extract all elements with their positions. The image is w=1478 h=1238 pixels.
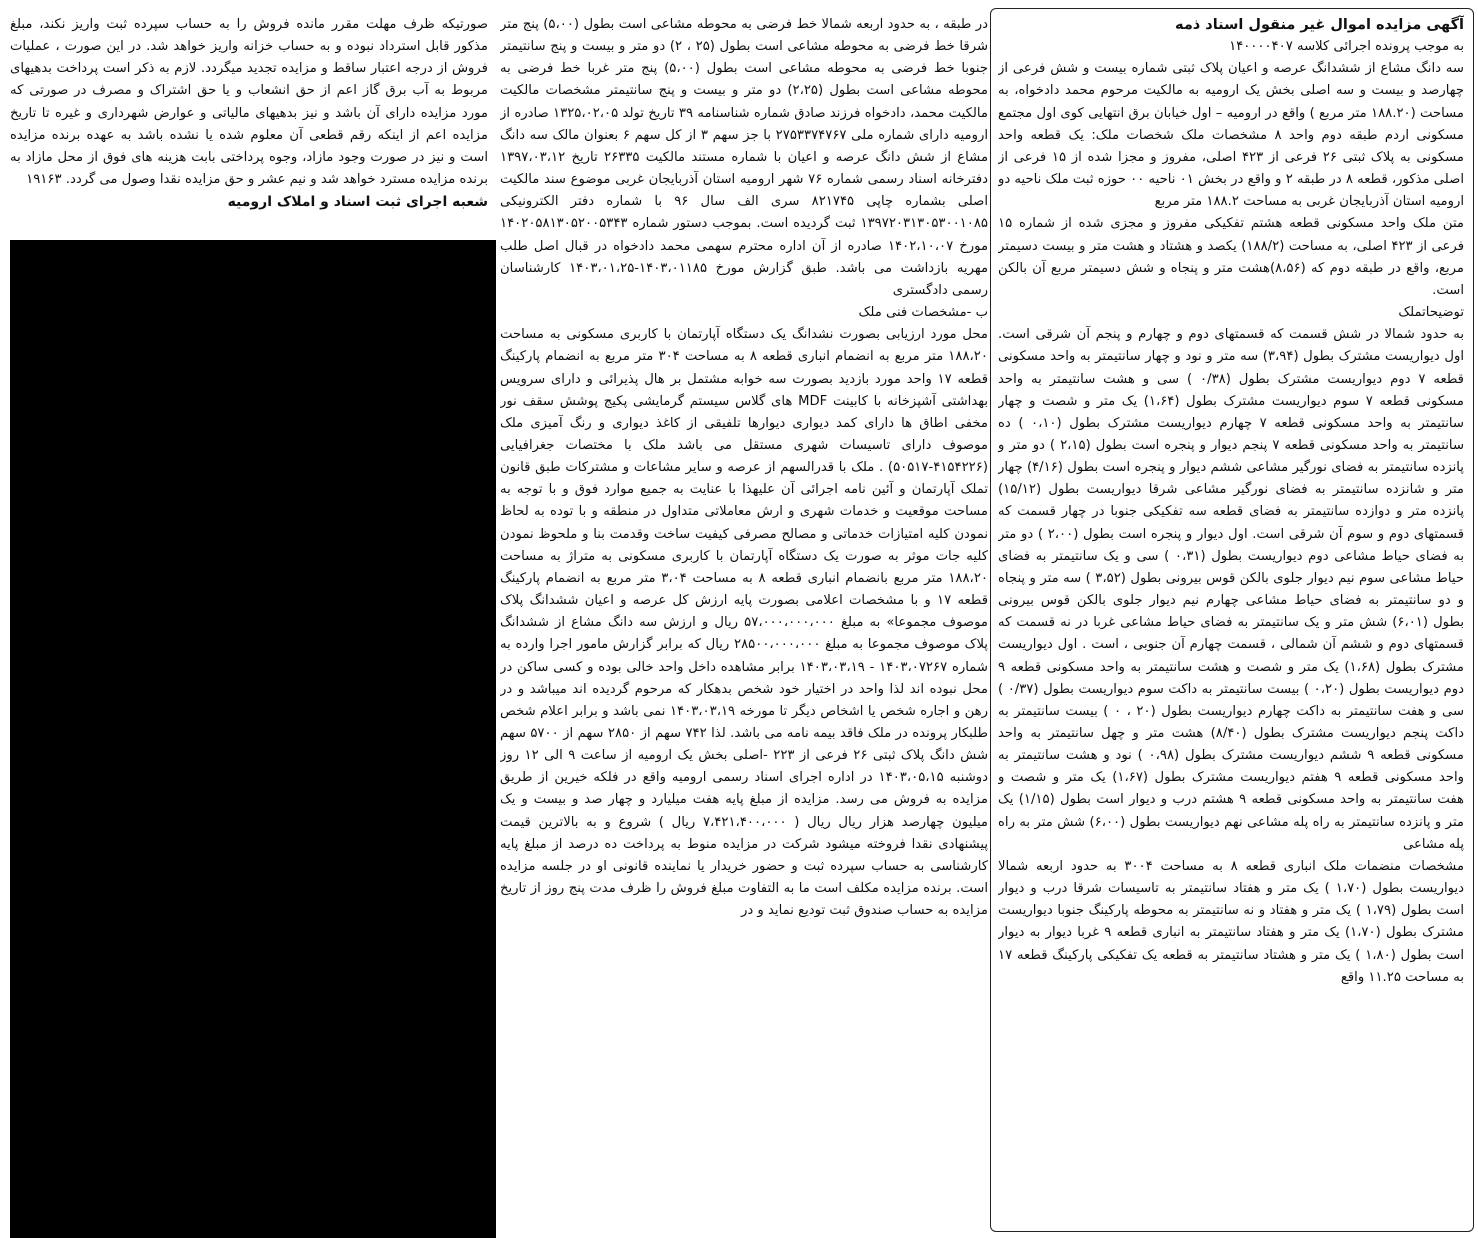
right-column xyxy=(998,14,1464,1230)
ownership-text: در طبقه ، به حدود اربعه شمالا خط فرضی به محوطه مشاعی است بطول (۵،۰۰) پنج متر شرقا خط فرضی به محوطه مشاعی است بطول (۲۵ ، ۲) دو متر و بیست و پنج سانتیمتر جنوبا خط فرضی به محوطه مشاعی است بطول (۵،۰۰) پنج متر غربا خط فرضی به محوطه مشاعی است بطول (۲،۲۵) دو متر و بیست و پنج سانتیمتر مشخصات مالکیت مالکیت محمد، دادخواه فرزند صادق شماره شناسنامه ۳۹ تاریخ تولد ۱۳۲۵،۰۲،۰۵ صادره از ارومیه دارای شماره ملی ۲۷۵۳۳۷۴۷۶۷ با جز سهم ۳ از کل سهم ۶ بعنوان مالک سه دانگ مشاع از شش دانگ عرصه و اعیان با شماره مستند مالکیت ۲۶۳۳۵ تاریخ ۱۳۹۷،۰۳،۱۲ دفترخانه اسناد رسمی شماره ۷۶ شهر ارومیه استان آذربایجان غربی موضوع سند مالکیت اصلی بشماره چاپی ۸۲۱۷۴۵ سری الف سال ۹۶ با شماره دفتر الکترونیکی ۱۳۹۷۲۰۳۱۳۰۵۳۰۰۱۰۸۵ ثبت گردیده است. بموجب دستور شماره ۱۴۰۲۰۵۸۱۳۰۵۲۰۰۵۳۴۳ مورخ ۱۴۰۲،۱۰،۰۷ صادره از آن اداره محترم سهمی محمد دادخواه در قبال اصل طلب مهریه بازداشت می باشد. طبق گزارش مورخ ۱۴۰۳،۰۱۱۸۵-۱۴۰۳،۰۱،۲۵ کارشناسان رسمی دادگستری xyxy=(500,17,988,298)
boundaries-text: به حدود شمالا در شش قسمت که قسمتهای دوم و چهارم و پنجم آن شرقی است. اول دیواریست مشترک بطول (۳،۹۴) سه متر و نود و چهار سانتیمتر به واحد مسکونی قطعه ۷ دوم دیواریست مشترک بطول (۰/۳۸ ) سی و هشت سانتیمتر به واحد مسکونی قطعه ۷ سوم دیواریست مشترک بطول (۱،۶۴) یک متر و شصت و چهار سانتیمتر به واحد مسکونی قطعه ۷ چهارم دیواریست مشترک بطول (۰،۱۰ ) ده سانتیمتر به واحد مسکونی قطعه ۷ پنجم دیوار و پنجره است بطول (۲،۱۵ ) دو متر و پانزده سانتیمتر به فضای نورگیر مشاعی ششم دیوار و پنجره است بطول (۴/۱۶) چهار متر و شانزده سانتیمتر به فضای نورگیر مشاعی شرقا دیواریست بطول (۱۵/۱۲) پانزده متر و دوازده سانتیمتر به فضای قطعه سه تفکیکی جنوبا در چهار قسمت که قسمتهای دوم و سوم آن شرقی است. اول دیوار و پنجره است بطول (۲،۰۰ ) دو متر به فضای حیاط مشاعی دوم دیواریست بطول (۰،۳۱ ) سی و یک سانتیمتر به فضای حیاط مشاعی سوم نیم دیوار جلوی بالکن قوس بیرونی بطول (۳،۵۲ ) سه متر و پنجاه و دو سانتیمتر به فضای حیاط مشاعی چهارم نیم دیوار جلوی بالکن قوس بیرونی بطول (۶،۰۱) شش متر و یک سانتیمتر به فضای حیاط مشاعی غربا در نه قسمت که قسمتهای دوم و ششم آن شمالی ، قسمت چهارم آن جنوبی ، است . اول دیواریست مشترک بطول (۱،۶۸) یک متر و شصت و هشت سانتیمتر به واحد مسکونی قطعه ۹ دوم دیواریست بطول (۰،۲۰ ) بیست سانتیمتر به داکت سوم دیواریست بطول (۰/۳۷ ) سی و هفت سانتیمتر به داکت چهارم دیواریست بطول (۲۰ ، ۰ ) بیست سانتیمتر به داکت پنجم دیواریست مشترک بطول (۸/۴۰) هشت متر و چهل سانتیمتر به واحد مسکونی قطعه ۹ ششم دیواریست مشترک بطول (۰،۹۸ ) نود و هشت سانتیمتر به واحد مسکونی قطعه ۹ هفتم دیواریست مشترک بطول (۱،۶۷) یک متر و شصت و هفت سانتیمتر به واحد مسکونی قطعه ۹ هشتم درب و دیوار است بطول (۱/۱۵) یک متر و پانزده سانتیمتر به راه پله مشاعی نهم دیواریست بطول (۶،۰۰) شش متر به راه پله مشاعی xyxy=(998,327,1464,852)
left-column xyxy=(10,14,488,246)
property-description: سه دانگ مشاع از ششدانگ عرصه و اعیان پلاک ثبتی شماره بیست و شش فرعی از چهارصد و بیست و سه اصلی بخش یک ارومیه به مالکیت مرحوم محمد دادخواه، به مساحت (۱۸۸.۲۰ متر مربع ) واقع در ارومیه – اول خیابان برق انتهایی کوی اول مجتمع مسکونی اردم طبقه دوم واحد ۸ مشخصات ملک شخصات ملک: یک قطعه واحد مسکونی به پلاک ثبتی ۲۶ فرعی از ۴۲۳ اصلی، مفروز و مجزا شده از ۱۵ فرعی از اصلی مذکور، قطعه ۸ در طبقه ۲ و واقع در بخش ۰۱ ناحیه ۰۰ حوزه ثبت ملک ناحیه دو ارومیه استان آذربایجان غربی به مساحت ۱۸۸.۲ متر مربع xyxy=(998,61,1464,210)
unit-text: متن ملک واحد مسکونی قطعه هشتم تفکیکی مفروز و مجزی شده از شماره ۱۵ فرعی از ۴۲۳ اصلی، به مساحت (۱۸۸/۲) یکصد و هشتاد و هشت متر و بیست دسیمتر مربع، واقع در طبقه دوم که (۸،۵۶)هشت متر و پنجاه و شش دسیمتر مربع آن بالکن است. xyxy=(998,216,1464,298)
property-notes-label: توضیحاتملک xyxy=(1398,305,1464,321)
blank-area xyxy=(10,240,496,1238)
notice-title: آگهی مزایده اموال غیر منقول اسناد ذمه xyxy=(1175,17,1464,33)
case-file-line: به موجب پرونده اجرائی کلاسه ۱۴۰۰۰۰۴۰۷ xyxy=(1229,39,1464,55)
valuation-text: محل مورد ارزیابی بصورت نشدانگ یک دستگاه آپارتمان با کاربری مسکونی به مساحت ۱۸۸،۲۰ متر مربع به انضمام انباری قطعه ۸ به مساحت ۳۰۴ متر مربع به انضمام پارکینگ قطعه ۱۷ واحد مورد بازدید بصورت سه خوابه مشتمل بر هال پذیرائی و دارای سرویس بهداشتی آشپزخانه با کابینت MDF های گلاس سیستم گرمایشی پکیج پوشش سقف نور مخفی اطاق ها دارای کمد دیواری دیوارها تلفیقی از کاغذ دیواری و رنگ آمیزی ملک موصوف دارای تاسیسات شهری مستقل می باشد ملک با مختصات جغرافیایی (۴۱۵۴۲۲۶-۵۰۵۱۷) . ملک با قدرالسهم از عرصه و سایر مشاعات و مشترکات طبق قانون تملک آپارتمان و آئین نامه اجرائی آن علیهذا با عنایت به جمیع موارد فوق و با توجه به مساحت موقعیت و خدمات شهری و ارش معاملاتی متداول در منطقه و با توده به لحاظ نمودن کلیه امتیازات خدماتی و مصالح مصرفی کیفیت ساخت وقدمت بنا و ملحوظ نمودن کلیه جات موثر به صورت یک دستگاه آپارتمان با کاربری مسکونی به متراژ به مساحت ۱۸۸،۲۰ متر مربع بانضمام انباری قطعه ۸ به مساحت ۳،۰۴ متر مربع به انضمام پارکینگ قطعه ۱۷ و با مشخصات اعلامی بصورت پایه ارزش کل عرصه و اعیان ششدانگ پلاک موصوف مجموعا» به مبلغ ۵۷،۰۰۰،۰۰۰،۰۰۰ ریال و ارزش سه دانگ مشاع از ششدانگ پلاک موصوف مجموعا به مبلغ ۲۸۵۰۰،۰۰۰،۰۰۰ ریال که برابر گزارش مامور اجرا وارده به شماره ۱۴۰۳،۰۷۲۶۷ - ۱۴۰۳،۰۳،۱۹ برابر مشاهده داخل واحد خالی بوده و کسی ساکن در محل نبوده اند لذا واحد در اختیار خود شخص بدهکار که مرحوم گردیده اند میباشد و در رهن و اجاره شخص یا اشخاص دیگر تا مورخه ۱۴۰۳،۰۳،۱۹ نمی باشد و برابر اعلام شخص طلبکار پرونده در ملک فاقد بیمه نامه می باشد. لذا ۷۴۲ سهم از ۲۸۵۰ سهم از ۵۷۰۰ سهم شش دانگ پلاک ثبتی ۲۶ فرعی از ۲۲۳ -اصلی بخش یک ارومیه از ساعت ۹ الی ۱۲ روز دوشنبه ۱۴۰۳،۰۵،۱۵ در اداره اجرای اسناد رسمی ارومیه واقع در فلکه خیرین از طریق مزایده به فروش می رسد. مزایده از مبلغ پایه هفت میلیارد و چهار صد و بیست و یک میلیون چهارصد هزار ریال ریال ( ۷،۴۲۱،۴۰۰،۰۰۰ ریال ) شروع و به بالاترین قیمت پیشنهادی نقدا فروخته میشود شرکت در مزایده منوط به پرداخت ده درصد از مبلغ پایه کارشناسی به حساب سپرده ثبت و حضور خریدار یا نماینده قانونی او در جلسه مزایده است. برنده مزایده مکلف است ما به التفاوت مبلغ فروش را ظرف مدت پنج روز از تاریخ مزایده به حساب صندوق ثبت تودیع نماید و در xyxy=(500,327,988,919)
terms-text: صورتیکه ظرف مهلت مقرر مانده فروش را به حساب سپرده ثبت واریز نکند، مبلغ مذکور قابل استرداد نبوده و به حساب خزانه واریز خواهد شد. در این صورت ، عملیات فروش از درجه اعتبار ساقط و مزایده تجدید میگردد. لازم به ذکر است پرداخت بدهیهای مربوط به آب برق گاز اعم از حق انشعاب و یا حق اشتراک و مصرف در صورتی که مورد مزایده دارای آن باشد و نیز بدهیهای مالیاتی و عوارض شهرداری و غیره تا تاریخ مزایده اعم از اینکه رقم قطعی آن معلوم شده یا نشده باشد به عهده برنده مزایده است و نیز در صورت وجود مازاد، وجوه پرداختی بابت هزینه های فوق از محل مازاد به برنده مزایده مسترد خواهد شد و نیم عشر و حق مزایده نقدا وصول می گردد. ۱۹۱۶۳ xyxy=(10,17,488,188)
annexes-text: مشخصات منضمات ملک انباری قطعه ۸ به مساحت ۳۰۰۴ به حدود اربعه شمالا دیواریست بطول (۱،۷۰ ) یک متر و هفتاد سانتیمتر به تاسیسات شرقا درب و دیوار است بطول (۱،۷۹ ) یک متر و هفتاد و نه سانتیمتر به محوطه پارکینگ جنوبا دیواریست مشترک بطول (۱،۷۰) یک متر و هفتاد سانتیمتر به انباری قطعه ۹ غربا دیوار به دیوار است بطول (۱،۸۰ ) یک متر و هشتاد سانتیمتر به قطعه یک تفکیکی پارکینگ قطعه ۱۷ به مساحت ۱۱.۲۵ واقع xyxy=(998,858,1464,985)
middle-column xyxy=(500,14,988,1230)
technical-heading: ب -مشخصات فنی ملک xyxy=(858,305,988,321)
issuing-office: شعبه اجرای ثبت اسناد و املاک ارومیه xyxy=(227,194,488,211)
